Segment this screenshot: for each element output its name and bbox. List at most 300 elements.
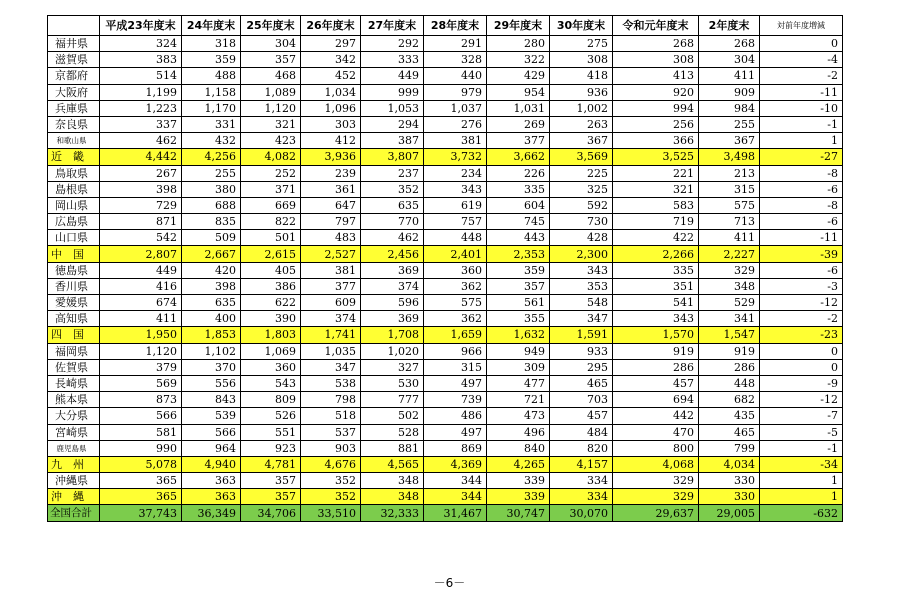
change-cell: -5 xyxy=(760,424,843,440)
value-cell: 328 xyxy=(424,52,487,68)
value-cell: 286 xyxy=(699,359,760,375)
value-cell: 635 xyxy=(361,197,424,213)
value-cell: 1,034 xyxy=(301,84,361,100)
value-cell: 1,853 xyxy=(182,327,241,343)
row-label: 熊本県 xyxy=(48,392,100,408)
value-cell: 330 xyxy=(699,473,760,489)
value-cell: 448 xyxy=(699,375,760,391)
value-cell: 1,020 xyxy=(361,343,424,359)
value-cell: 777 xyxy=(361,392,424,408)
value-cell: 321 xyxy=(241,116,301,132)
row-label: 愛媛県 xyxy=(48,295,100,311)
value-cell: 647 xyxy=(301,197,361,213)
value-cell: 575 xyxy=(699,197,760,213)
value-cell: 2,667 xyxy=(182,246,241,262)
value-cell: 581 xyxy=(100,424,182,440)
value-cell: 954 xyxy=(487,84,550,100)
value-cell: 269 xyxy=(487,116,550,132)
row-label: 中 国 xyxy=(48,246,100,262)
value-cell: 964 xyxy=(182,440,241,456)
column-header: 27年度末 xyxy=(361,16,424,36)
prefecture-row xyxy=(48,52,843,68)
value-cell: 255 xyxy=(699,116,760,132)
value-cell: 799 xyxy=(699,440,760,456)
value-cell: 308 xyxy=(550,52,613,68)
value-cell: 566 xyxy=(182,424,241,440)
change-cell: -27 xyxy=(760,149,843,165)
value-cell: 2,227 xyxy=(699,246,760,262)
value-cell: 276 xyxy=(424,116,487,132)
value-cell: 280 xyxy=(487,36,550,52)
change-cell: 0 xyxy=(760,359,843,375)
value-cell: 477 xyxy=(487,375,550,391)
value-cell: 386 xyxy=(241,278,301,294)
row-label: 宮崎県 xyxy=(48,424,100,440)
value-cell: 268 xyxy=(699,36,760,52)
value-cell: 342 xyxy=(301,52,361,68)
value-cell: 497 xyxy=(424,424,487,440)
value-cell: 509 xyxy=(182,230,241,246)
value-cell: 331 xyxy=(182,116,241,132)
value-cell: 496 xyxy=(487,424,550,440)
value-cell: 377 xyxy=(301,278,361,294)
value-cell: 4,265 xyxy=(487,456,550,472)
value-cell: 33,510 xyxy=(301,505,361,521)
column-header: 29年度末 xyxy=(487,16,550,36)
column-header: 30年度末 xyxy=(550,16,613,36)
change-cell: -6 xyxy=(760,214,843,230)
value-cell: 2,456 xyxy=(361,246,424,262)
value-cell: 465 xyxy=(550,375,613,391)
value-cell: 4,034 xyxy=(699,456,760,472)
value-cell: 682 xyxy=(699,392,760,408)
value-cell: 347 xyxy=(550,311,613,327)
value-cell: 286 xyxy=(613,359,699,375)
value-cell: 518 xyxy=(301,408,361,424)
value-cell: 923 xyxy=(241,440,301,456)
prefecture-row xyxy=(48,408,843,424)
prefecture-row xyxy=(48,68,843,84)
value-cell: 4,781 xyxy=(241,456,301,472)
value-cell: 979 xyxy=(424,84,487,100)
value-cell: 919 xyxy=(699,343,760,359)
value-cell: 596 xyxy=(361,295,424,311)
value-cell: 343 xyxy=(424,181,487,197)
value-cell: 413 xyxy=(613,68,699,84)
value-cell: 32,333 xyxy=(361,505,424,521)
change-cell: 1 xyxy=(760,473,843,489)
change-cell: -12 xyxy=(760,392,843,408)
value-cell: 703 xyxy=(550,392,613,408)
value-cell: 367 xyxy=(550,133,613,149)
value-cell: 418 xyxy=(550,68,613,84)
value-cell: 359 xyxy=(487,262,550,278)
prefecture-row xyxy=(48,116,843,132)
value-cell: 542 xyxy=(100,230,182,246)
value-cell: 353 xyxy=(550,278,613,294)
value-cell: 529 xyxy=(699,295,760,311)
row-label: 四 国 xyxy=(48,327,100,343)
row-label: 沖縄県 xyxy=(48,473,100,489)
change-cell: -11 xyxy=(760,84,843,100)
value-cell: 1,741 xyxy=(301,327,361,343)
value-cell: 797 xyxy=(301,214,361,230)
change-cell: -2 xyxy=(760,311,843,327)
value-cell: 440 xyxy=(424,68,487,84)
value-cell: 239 xyxy=(301,165,361,181)
change-cell: -8 xyxy=(760,165,843,181)
value-cell: 348 xyxy=(361,473,424,489)
value-cell: 398 xyxy=(100,181,182,197)
value-cell: 713 xyxy=(699,214,760,230)
value-cell: 1,591 xyxy=(550,327,613,343)
value-cell: 462 xyxy=(100,133,182,149)
prefecture-row xyxy=(48,100,843,116)
value-cell: 994 xyxy=(613,100,699,116)
row-label: 山口県 xyxy=(48,230,100,246)
prefecture-row xyxy=(48,84,843,100)
row-label: 大分県 xyxy=(48,408,100,424)
value-cell: 501 xyxy=(241,230,301,246)
value-cell: 377 xyxy=(487,133,550,149)
value-cell: 321 xyxy=(613,181,699,197)
prefecture-row xyxy=(48,392,843,408)
value-cell: 3,807 xyxy=(361,149,424,165)
value-cell: 936 xyxy=(550,84,613,100)
change-cell: -12 xyxy=(760,295,843,311)
value-cell: 341 xyxy=(699,311,760,327)
value-cell: 1,031 xyxy=(487,100,550,116)
value-cell: 770 xyxy=(361,214,424,230)
value-cell: 3,662 xyxy=(487,149,550,165)
row-label: 鹿児島県 xyxy=(48,440,100,456)
value-cell: 483 xyxy=(301,230,361,246)
value-cell: 556 xyxy=(182,375,241,391)
change-cell: -8 xyxy=(760,197,843,213)
value-cell: 4,082 xyxy=(241,149,301,165)
value-cell: 357 xyxy=(487,278,550,294)
value-cell: 374 xyxy=(301,311,361,327)
value-cell: 1,120 xyxy=(241,100,301,116)
value-cell: 1,803 xyxy=(241,327,301,343)
change-cell: 0 xyxy=(760,36,843,52)
value-cell: 669 xyxy=(241,197,301,213)
value-cell: 363 xyxy=(182,473,241,489)
value-cell: 575 xyxy=(424,295,487,311)
value-cell: 31,467 xyxy=(424,505,487,521)
value-cell: 362 xyxy=(424,311,487,327)
value-cell: 592 xyxy=(550,197,613,213)
row-label: 高知県 xyxy=(48,311,100,327)
prefecture-row xyxy=(48,214,843,230)
value-cell: 442 xyxy=(613,408,699,424)
value-cell: 530 xyxy=(361,375,424,391)
value-cell: 359 xyxy=(182,52,241,68)
value-cell: 412 xyxy=(301,133,361,149)
row-label: 兵庫県 xyxy=(48,100,100,116)
value-cell: 315 xyxy=(424,359,487,375)
value-cell: 539 xyxy=(182,408,241,424)
value-cell: 502 xyxy=(361,408,424,424)
value-cell: 344 xyxy=(424,489,487,505)
value-cell: 843 xyxy=(182,392,241,408)
prefecture-row xyxy=(48,197,843,213)
value-cell: 619 xyxy=(424,197,487,213)
value-cell: 949 xyxy=(487,343,550,359)
value-cell: 329 xyxy=(699,262,760,278)
value-cell: 468 xyxy=(241,68,301,84)
row-label: 島根県 xyxy=(48,181,100,197)
value-cell: 990 xyxy=(100,440,182,456)
prefecture-row xyxy=(48,359,843,375)
row-label: 奈良県 xyxy=(48,116,100,132)
value-cell: 729 xyxy=(100,197,182,213)
value-cell: 348 xyxy=(361,489,424,505)
value-cell: 635 xyxy=(182,295,241,311)
change-cell: 1 xyxy=(760,489,843,505)
value-cell: 1,053 xyxy=(361,100,424,116)
change-cell: -6 xyxy=(760,181,843,197)
value-cell: 497 xyxy=(424,375,487,391)
value-cell: 322 xyxy=(487,52,550,68)
value-cell: 294 xyxy=(361,116,424,132)
value-cell: 357 xyxy=(241,473,301,489)
value-cell: 1,037 xyxy=(424,100,487,116)
value-cell: 255 xyxy=(182,165,241,181)
value-cell: 999 xyxy=(361,84,424,100)
value-cell: 379 xyxy=(100,359,182,375)
regional-subtotal-row xyxy=(48,456,843,472)
value-cell: 360 xyxy=(241,359,301,375)
value-cell: 869 xyxy=(424,440,487,456)
value-cell: 514 xyxy=(100,68,182,84)
statistics-table xyxy=(47,15,843,522)
value-cell: 3,525 xyxy=(613,149,699,165)
value-cell: 721 xyxy=(487,392,550,408)
change-cell: -34 xyxy=(760,456,843,472)
value-cell: 1,069 xyxy=(241,343,301,359)
value-cell: 4,068 xyxy=(613,456,699,472)
value-cell: 800 xyxy=(613,440,699,456)
value-cell: 1,170 xyxy=(182,100,241,116)
value-cell: 348 xyxy=(699,278,760,294)
row-label: 佐賀県 xyxy=(48,359,100,375)
value-cell: 730 xyxy=(550,214,613,230)
value-cell: 422 xyxy=(613,230,699,246)
prefecture-row xyxy=(48,375,843,391)
value-cell: 719 xyxy=(613,214,699,230)
change-cell: -9 xyxy=(760,375,843,391)
value-cell: 37,743 xyxy=(100,505,182,521)
column-header: 24年度末 xyxy=(182,16,241,36)
value-cell: 561 xyxy=(487,295,550,311)
value-cell: 351 xyxy=(613,278,699,294)
value-cell: 365 xyxy=(100,489,182,505)
value-cell: 330 xyxy=(699,489,760,505)
value-cell: 694 xyxy=(613,392,699,408)
value-cell: 369 xyxy=(361,262,424,278)
value-cell: 688 xyxy=(182,197,241,213)
value-cell: 380 xyxy=(182,181,241,197)
value-cell: 411 xyxy=(699,230,760,246)
value-cell: 291 xyxy=(424,36,487,52)
value-cell: 1,089 xyxy=(241,84,301,100)
header-corner xyxy=(48,16,100,36)
value-cell: 428 xyxy=(550,230,613,246)
value-cell: 543 xyxy=(241,375,301,391)
value-cell: 457 xyxy=(550,408,613,424)
value-cell: 252 xyxy=(241,165,301,181)
value-cell: 457 xyxy=(613,375,699,391)
value-cell: 29,637 xyxy=(613,505,699,521)
row-label: 広島県 xyxy=(48,214,100,230)
row-label: 近 畿 xyxy=(48,149,100,165)
value-cell: 335 xyxy=(613,262,699,278)
value-cell: 416 xyxy=(100,278,182,294)
value-cell: 405 xyxy=(241,262,301,278)
value-cell: 528 xyxy=(361,424,424,440)
header-row xyxy=(48,16,843,36)
value-cell: 1,158 xyxy=(182,84,241,100)
value-cell: 374 xyxy=(361,278,424,294)
value-cell: 381 xyxy=(424,133,487,149)
regional-subtotal-row xyxy=(48,149,843,165)
value-cell: 226 xyxy=(487,165,550,181)
value-cell: 443 xyxy=(487,230,550,246)
value-cell: 303 xyxy=(301,116,361,132)
value-cell: 362 xyxy=(424,278,487,294)
value-cell: 363 xyxy=(182,489,241,505)
value-cell: 2,300 xyxy=(550,246,613,262)
value-cell: 2,266 xyxy=(613,246,699,262)
value-cell: 2,615 xyxy=(241,246,301,262)
value-cell: 357 xyxy=(241,489,301,505)
value-cell: 36,349 xyxy=(182,505,241,521)
value-cell: 324 xyxy=(100,36,182,52)
value-cell: 1,199 xyxy=(100,84,182,100)
value-cell: 297 xyxy=(301,36,361,52)
value-cell: 920 xyxy=(613,84,699,100)
row-label: 全国合計 xyxy=(48,505,100,521)
value-cell: 4,256 xyxy=(182,149,241,165)
value-cell: 840 xyxy=(487,440,550,456)
value-cell: 308 xyxy=(613,52,699,68)
prefecture-row xyxy=(48,133,843,149)
value-cell: 352 xyxy=(301,489,361,505)
value-cell: 369 xyxy=(361,311,424,327)
value-cell: 488 xyxy=(182,68,241,84)
value-cell: 237 xyxy=(361,165,424,181)
value-cell: 3,498 xyxy=(699,149,760,165)
value-cell: 822 xyxy=(241,214,301,230)
value-cell: 30,747 xyxy=(487,505,550,521)
value-cell: 1,570 xyxy=(613,327,699,343)
prefecture-row xyxy=(48,181,843,197)
value-cell: 745 xyxy=(487,214,550,230)
prefecture-row xyxy=(48,230,843,246)
table-body xyxy=(48,36,843,522)
value-cell: 357 xyxy=(241,52,301,68)
change-cell: -23 xyxy=(760,327,843,343)
row-label: 徳島県 xyxy=(48,262,100,278)
value-cell: 1,096 xyxy=(301,100,361,116)
value-cell: 352 xyxy=(301,473,361,489)
value-cell: 221 xyxy=(613,165,699,181)
row-label: 香川県 xyxy=(48,278,100,294)
value-cell: 465 xyxy=(699,424,760,440)
change-cell: -10 xyxy=(760,100,843,116)
value-cell: 820 xyxy=(550,440,613,456)
value-cell: 225 xyxy=(550,165,613,181)
value-cell: 361 xyxy=(301,181,361,197)
change-cell: 0 xyxy=(760,343,843,359)
value-cell: 4,369 xyxy=(424,456,487,472)
row-label: 長崎県 xyxy=(48,375,100,391)
value-cell: 2,527 xyxy=(301,246,361,262)
value-cell: 400 xyxy=(182,311,241,327)
value-cell: 371 xyxy=(241,181,301,197)
value-cell: 566 xyxy=(100,408,182,424)
value-cell: 381 xyxy=(301,262,361,278)
value-cell: 339 xyxy=(487,473,550,489)
value-cell: 352 xyxy=(361,181,424,197)
value-cell: 835 xyxy=(182,214,241,230)
prefecture-row xyxy=(48,165,843,181)
value-cell: 234 xyxy=(424,165,487,181)
prefecture-row xyxy=(48,262,843,278)
value-cell: 383 xyxy=(100,52,182,68)
row-label: 沖 縄 xyxy=(48,489,100,505)
change-cell: -4 xyxy=(760,52,843,68)
value-cell: 1,950 xyxy=(100,327,182,343)
regional-subtotal-row xyxy=(48,327,843,343)
value-cell: 263 xyxy=(550,116,613,132)
value-cell: 4,442 xyxy=(100,149,182,165)
value-cell: 398 xyxy=(182,278,241,294)
value-cell: 622 xyxy=(241,295,301,311)
value-cell: 343 xyxy=(550,262,613,278)
column-header: 25年度末 xyxy=(241,16,301,36)
value-cell: 370 xyxy=(182,359,241,375)
value-cell: 347 xyxy=(301,359,361,375)
value-cell: 329 xyxy=(613,489,699,505)
row-label: 和歌山県 xyxy=(48,133,100,149)
value-cell: 325 xyxy=(550,181,613,197)
value-cell: 304 xyxy=(699,52,760,68)
value-cell: 548 xyxy=(550,295,613,311)
value-cell: 1,002 xyxy=(550,100,613,116)
prefecture-row xyxy=(48,473,843,489)
value-cell: 30,070 xyxy=(550,505,613,521)
row-label: 滋賀県 xyxy=(48,52,100,68)
value-cell: 360 xyxy=(424,262,487,278)
value-cell: 329 xyxy=(613,473,699,489)
change-cell: -39 xyxy=(760,246,843,262)
value-cell: 3,569 xyxy=(550,149,613,165)
prefecture-row xyxy=(48,343,843,359)
value-cell: 881 xyxy=(361,440,424,456)
value-cell: 484 xyxy=(550,424,613,440)
value-cell: 334 xyxy=(550,489,613,505)
page-number: －6－ xyxy=(433,576,466,590)
value-cell: 268 xyxy=(613,36,699,52)
value-cell: 343 xyxy=(613,311,699,327)
value-cell: 1,223 xyxy=(100,100,182,116)
regional-subtotal-row xyxy=(48,246,843,262)
value-cell: 933 xyxy=(550,343,613,359)
column-header: 対前年度増減 xyxy=(760,16,843,36)
value-cell: 292 xyxy=(361,36,424,52)
